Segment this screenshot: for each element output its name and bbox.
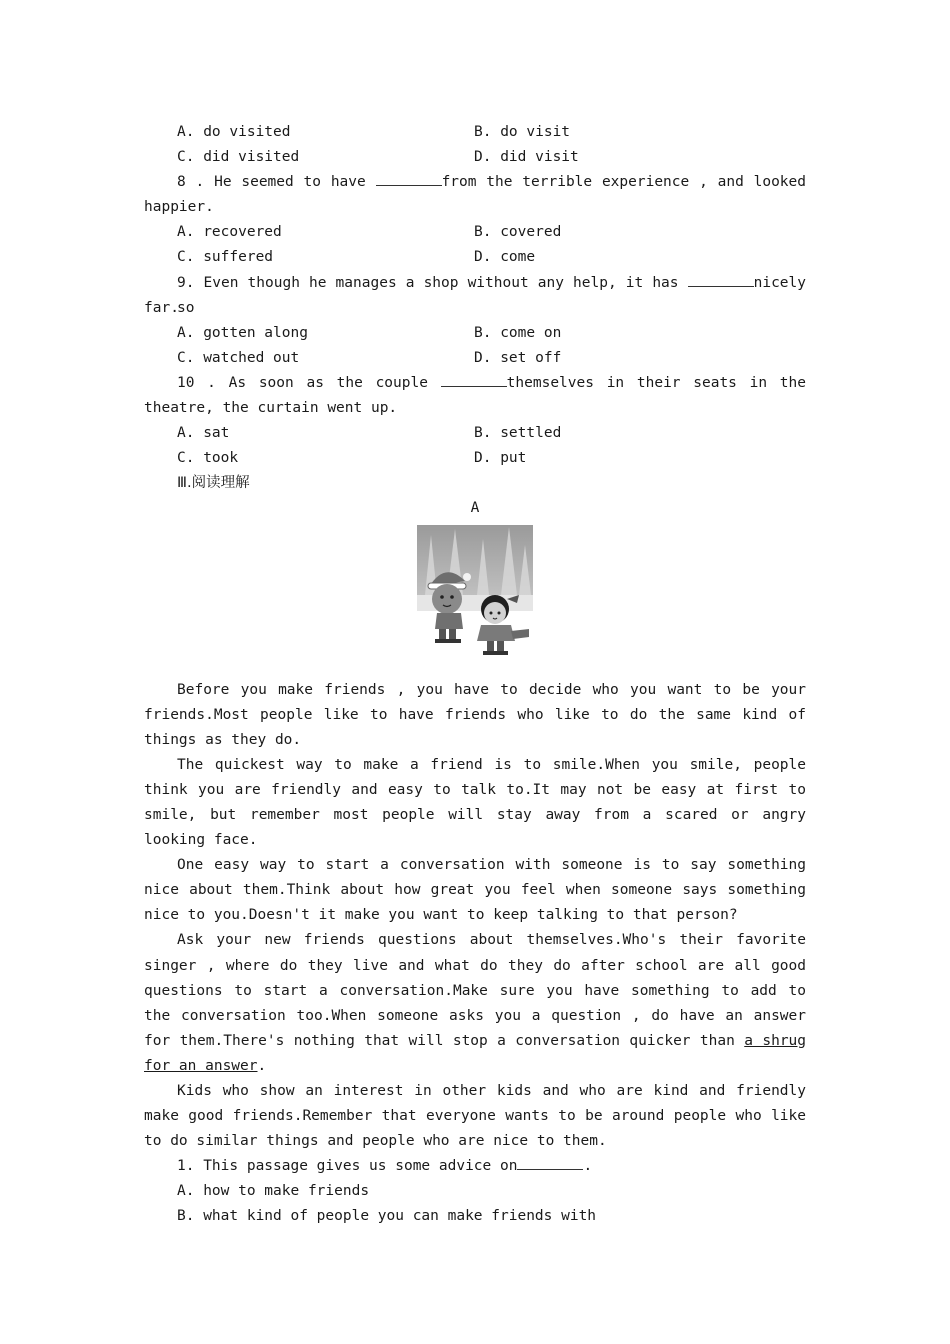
q9-option-a: A. gotten along [177, 324, 308, 341]
answer-blank [517, 1155, 583, 1170]
q1-stem: 1. This passage gives us some advice on . [144, 1154, 806, 1179]
q8-option-b: B. covered [474, 224, 562, 241]
answer-blank [441, 372, 507, 387]
worksheet-page [144, 120, 806, 1230]
q8-option-c: C. suffered [177, 249, 274, 266]
q10-stem-line-2: theatre, the curtain went up. [144, 400, 398, 417]
q8-stem-line-1: 8 . He seemed to have from the terrible experience , and looked [144, 170, 806, 195]
reading-passage [144, 678, 806, 1155]
q10-option-b: B. settled [474, 425, 562, 442]
q8-option-a: A. recovered [177, 224, 282, 241]
passage-paragraph-2: The quickest way to make a friend is to smile.When you smile, people think you are friendly and easy to talk to.It may not be easy at first to smile, but remember most people will stay away from a scared or angry looking face. [144, 756, 806, 849]
underlined-phrase: a shrug for an answer [144, 1032, 807, 1074]
q10-option-c: C. took [177, 450, 239, 467]
section-heading: Ⅲ.阅读理解 [177, 475, 250, 492]
passage-label: A [470, 500, 480, 517]
answer-blank [688, 272, 754, 287]
q7-option-b: B. do visit [474, 124, 571, 140]
q9-option-d: D. set off [474, 349, 562, 366]
q9-stem-line-1: 9. Even though he manages a shop without any help, it has nicely so [144, 271, 806, 296]
q8-option-d: D. come [474, 249, 536, 266]
q7-option-d: D. did visit [474, 149, 579, 166]
q8-options-row-2 [144, 245, 806, 270]
passage-paragraph-5: Kids who show an interest in other kids and who are kind and friendly make good friends.Remember that everyone wants to be around people who like to do similar things and people who are nice to them. [144, 1083, 806, 1150]
answer-blank [376, 171, 442, 186]
q7-options-row-1 [144, 120, 806, 145]
q9-option-b: B. come on [474, 324, 562, 341]
q10-options-row-2 [144, 446, 806, 471]
illustration-container [144, 525, 806, 660]
q10-stem-line-1: 10 . As soon as the couple themselves in their seats in the [144, 371, 806, 396]
passage-paragraph-4: Ask your new friends questions about themselves.Who's their favorite singer , where do they live and what do they do after school are all good questions to start a conversation.Make sure you have something to add to the conversation too.When someone asks you a question , do have an answer for them.There's nothing that will stop a conversation quicker than a shrug for an answer. [144, 932, 807, 1074]
q1-option-b: B. what kind of people you can make friends with [177, 1208, 597, 1225]
q8-options-row-1 [144, 220, 806, 245]
q10-option-d: D. put [474, 450, 527, 467]
q8-stem-line-2: happier. [144, 199, 214, 216]
q10-option-a: A. sat [177, 425, 230, 442]
q7-options-row-2 [144, 145, 806, 170]
q9-options-row-1 [144, 321, 806, 346]
q1-option-a: A. how to make friends [177, 1183, 370, 1200]
q10-options-row-1 [144, 421, 806, 446]
ice-skating-kids-illustration [417, 525, 533, 660]
passage-paragraph-3: One easy way to start a conversation with someone is to say something nice about them.Think about how great you feel when someone says something nice to you.Doesn't it make you want to keep talking to that person? [144, 857, 806, 924]
q7-option-a: A. do visited [177, 124, 291, 140]
q9-stem-line-2: far. [144, 299, 179, 316]
q7-option-c: C. did visited [177, 149, 300, 166]
q9-option-c: C. watched out [177, 349, 300, 366]
passage-paragraph-1: Before you make friends , you have to decide who you want to be your friends.Most people like to have friends who like to do the same kind of things as they do. [144, 681, 806, 748]
q9-options-row-2 [144, 346, 806, 371]
